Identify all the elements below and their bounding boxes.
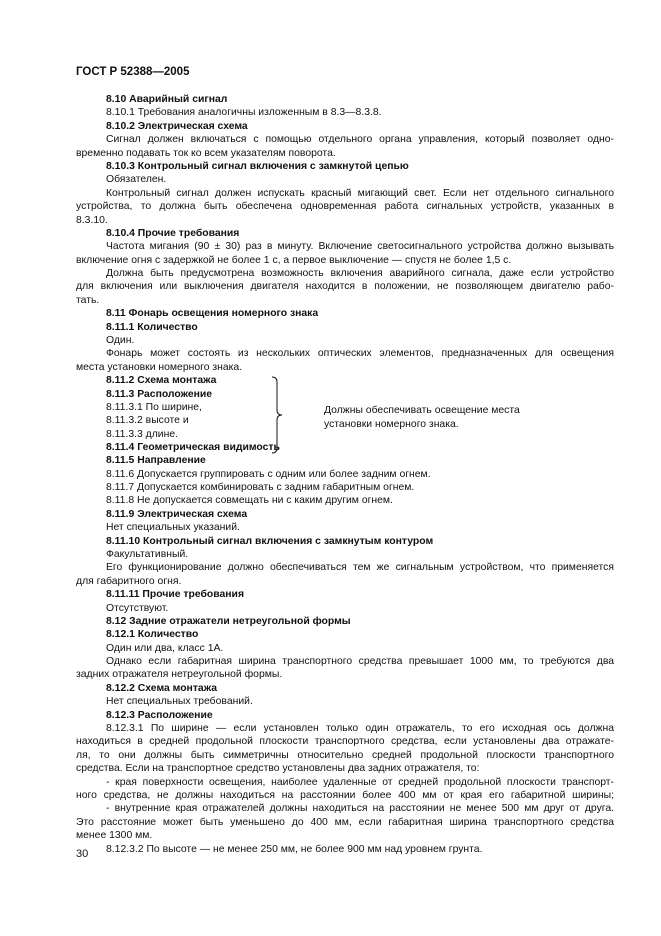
heading-text: Количество [137,629,199,641]
body-text: временно подавать ток ко всем указателям поворота. [76,147,336,159]
section-number: 8.11.1 [106,321,135,333]
text-line [76,521,614,534]
section-number: 8.11.4 [106,442,135,454]
body-text: 8.11.6 Допускается группировать с одним или более задним огнем. [106,468,431,480]
section-number: 8.12.1 [106,629,135,641]
text-line [76,642,614,655]
text-line [76,762,614,775]
body-text: включение огня с задержкой не более 1 с, а первое выключение — спустя не более 1,5 с. [76,254,512,266]
section-heading [76,454,614,467]
brace-note-line: Должны обеспечивать освещение места [324,405,520,417]
body-text: 8.11.3.1 По ширине, [106,401,202,413]
section-heading [76,508,614,521]
text-line [76,789,614,802]
body-text: Нет специальных требований. [106,696,253,708]
brace-group-note [324,404,604,431]
text-line [76,173,614,186]
brace-note-line: установки номерного знака. [324,418,459,430]
heading-text: Количество [137,321,198,333]
text-line [76,481,614,494]
section-heading [76,120,614,133]
body-text: задних отражателя нетреугольной формы. [76,669,283,681]
body-text: 8.11.8 Не допускается совмещать ни с каким другим огнем. [106,495,393,507]
text-line [76,214,614,227]
text-line [76,106,614,119]
text-line [76,695,614,708]
body-text: тать. [76,294,100,306]
section-heading [76,535,614,548]
text-line [76,843,614,856]
section-number: 8.10.2 [106,120,135,132]
section-number: 8.12 [106,615,127,627]
section-heading [76,160,614,173]
section-number: 8.11.2 [106,375,135,387]
section-heading [76,628,614,641]
section-8-10-8-11 [76,93,614,374]
text-line [76,468,614,481]
text-line [76,133,614,146]
body-text: Один или два, класс 1А. [106,642,224,654]
body-text: Обязателен. [106,174,167,186]
heading-text: Расположение [137,709,213,721]
text-line [76,494,614,507]
body-text: Его функционирование должно обеспечиваться тем же сигнальным устройством, что применяется [106,562,614,574]
heading-text: Электрическая схема [137,120,248,132]
text-line [76,561,614,574]
body-text: 8.3.10. [76,214,108,226]
section-8-11-5-8-12 [76,454,614,856]
section-number: 8.10.3 [106,160,135,172]
text-line [76,735,614,748]
text-line [76,361,614,374]
heading-text: Схема монтажа [137,682,217,694]
text-line [76,575,614,588]
brace-group [76,374,614,454]
body-text: 8.12.3.2 По высоте — не менее 250 мм, не более 900 мм над уровнем грунта. [106,843,483,855]
text-line [76,668,614,681]
section-number: 8.11.3 [106,388,135,400]
body-text: Контрольный сигнал должен испускать красный мигающий свет. Если нет отдельного сигнального [106,187,614,199]
section-heading [76,682,614,695]
section-number: 8.11.5 [106,455,135,467]
body-text: Факультативный. [106,548,189,560]
section-number: 8.11 [106,308,126,320]
section-number: 8.10.4 [106,227,135,239]
section-heading [76,709,614,722]
body-text: средства. Если на транспортное средство установлены два задних отражателя, то: [76,763,480,775]
heading-text: Контрольный сигнал включения с замкнутым контуром [143,535,434,547]
heading-text: Направление [137,455,206,467]
section-heading [76,307,614,320]
text-line [76,347,614,360]
text-line [76,187,614,200]
heading-text: Фонарь освещения номерного знака [128,308,319,320]
body-text: находиться в средней продольной плоскости транспортного средства, если установлены два отражате- [76,736,614,748]
body-text: 8.12.3.1 По ширине — если установлен только один отражатель, то его исходная ось должна [106,723,614,735]
section-heading [76,441,406,454]
text-line [76,749,614,762]
body-text: устройства, то должна быть обеспечена одновременная работа сигнальных устройств, указанных в [76,201,614,213]
text-line [76,722,614,735]
text-line [76,240,614,253]
document-body [76,93,614,856]
heading-text: Контрольный сигнал включения с замкнутой цепью [137,160,409,172]
heading-text: Электрическая схема [137,508,248,520]
body-text: Сигнал должен включаться с помощью отдельного органа управления, который позволяет одно- [106,134,614,146]
document-header: ГОСТ Р 52388—2005 [76,66,190,78]
body-text: ля, то они должны быть симметричны относительно средней продольной плоскости транспортного [76,749,614,761]
text-line [76,334,614,347]
section-heading [76,388,406,401]
body-text: ного средства, не должны находиться на расстоянии более 400 мм от края его габаритной ширины; [76,789,614,801]
text-line [76,776,614,789]
section-number: 8.10 [106,94,127,105]
heading-text: Задние отражатели нетреугольной формы [129,615,351,627]
text-line [76,602,614,615]
body-text: 8.10.1 Требования аналогичны изложенным в 8.3—8.3.8. [106,107,382,119]
body-text: 8.11.7 Допускается комбинировать с задним габаритным огнем. [106,481,415,493]
section-number: 8.11.11 [106,589,140,601]
section-heading [76,588,614,601]
section-heading [76,321,614,334]
text-line [76,280,614,293]
section-number: 8.11.10 [106,535,141,547]
text-line [76,816,614,829]
heading-text: Расположение [137,388,213,400]
curly-brace-icon [270,376,284,454]
text-line [76,655,614,668]
text-line [76,294,614,307]
body-text: для включения или выключения двигателя находится в положении, не позволяющем двигателю рабо- [76,281,614,293]
body-text: - края поверхности освещения, наиболее удаленные от средней продольной плоскости транспорт- [106,776,614,788]
body-text: Нет специальных указаний. [106,522,240,534]
body-text: Должна быть предусмотрена возможность включения аварийного сигнала, даже если устройство [106,268,614,280]
body-text: Один. [106,335,135,347]
body-text: Это расстояние может быть уменьшено до 400 мм, если габаритная ширина транспортного средства [76,816,614,828]
section-heading [76,227,614,240]
body-text: 8.11.3.2 высоте и [106,415,189,427]
heading-text: Аварийный сигнал [129,94,228,105]
section-heading [76,374,406,387]
section-heading [76,93,614,106]
text-line [76,200,614,213]
text-line [76,267,614,280]
page-number: 30 [76,848,89,860]
text-line [76,254,614,267]
body-text: места установки номерного знака. [76,361,243,373]
body-text: Однако если габаритная ширина транспортного средства превышает 1000 мм, то требуются два [106,656,614,668]
body-text: Фонарь может состоять из нескольких оптических элементов, предназначенных для освещения [106,348,614,360]
body-text: - внутренние края отражателей должны находиться на расстоянии не менее 500 мм друг от друга. [106,803,614,815]
section-number: 8.12.3 [106,709,135,721]
section-number: 8.11.9 [106,508,135,520]
body-text: Отсутствуют. [106,602,169,614]
text-line [76,802,614,815]
heading-text: Схема монтажа [137,375,217,387]
heading-text: Прочие требования [142,589,245,601]
text-line [76,829,614,842]
body-text: менее 1300 мм. [76,830,153,842]
heading-text: Прочие требования [137,227,240,239]
section-number: 8.12.2 [106,682,135,694]
heading-text: Геометрическая видимость [137,442,280,454]
section-heading [76,615,614,628]
body-text: 8.11.3.3 длине. [106,428,179,440]
body-text: для габаритного огня. [76,575,182,587]
text-line [76,147,614,160]
text-line [76,548,614,561]
body-text: Частота мигания (90 ± 30) раз в минуту. Включение светосигнального устройства должно вызывать [106,241,614,253]
